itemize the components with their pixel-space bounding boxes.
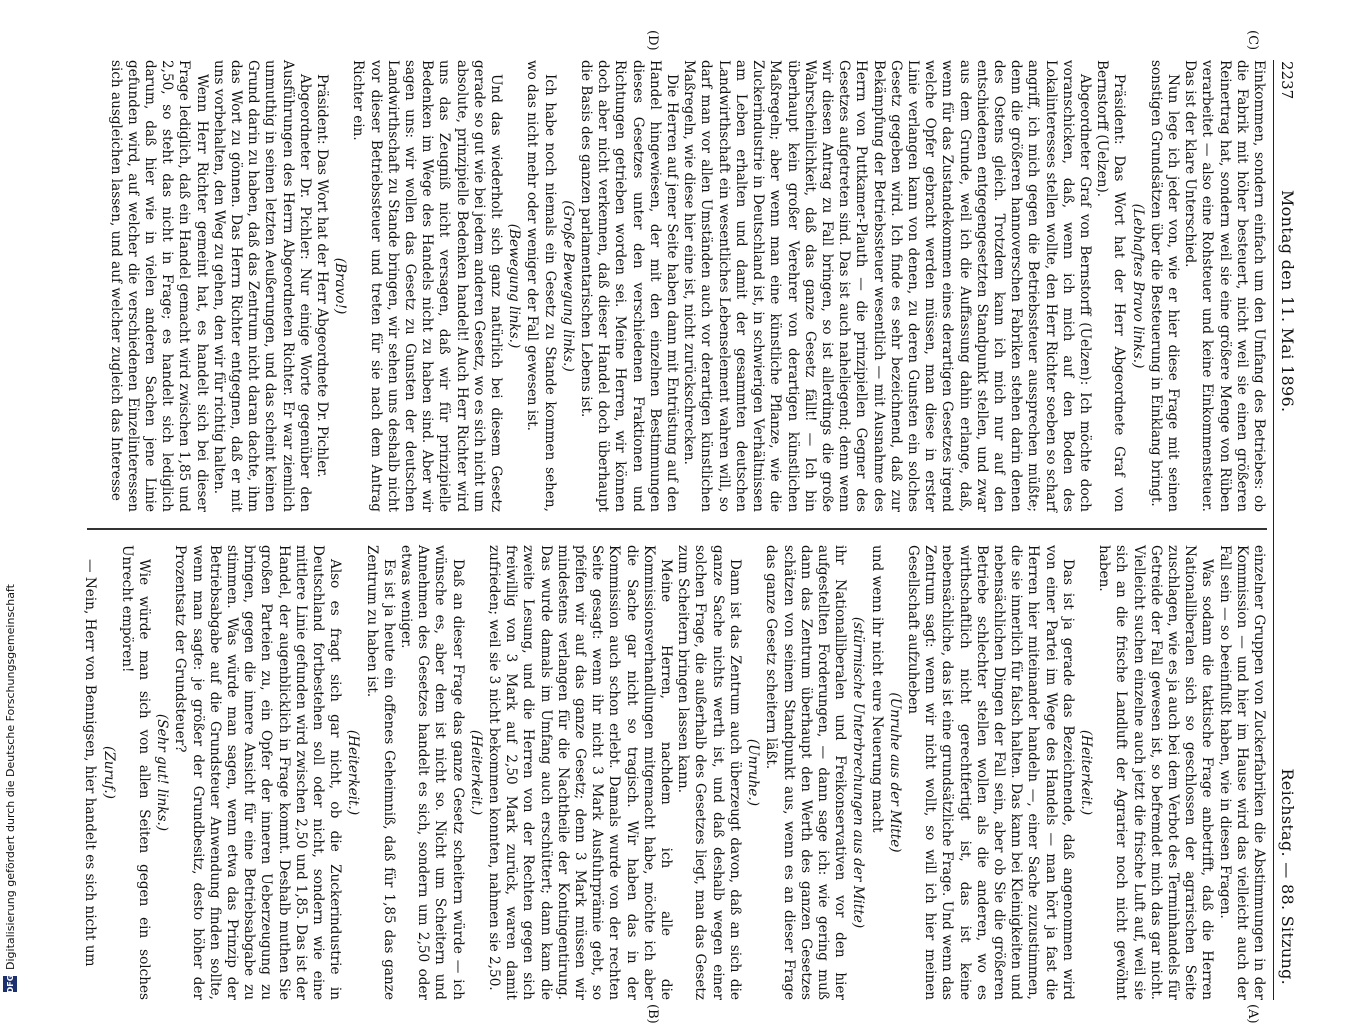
- interjection: (Unruhe aus der Mitte): [886, 692, 903, 853]
- paragraph: Es ist ja heute ein offenes Geheimniß, daß für 1,85 das ganze Zentrum zu haben ist.: [363, 545, 397, 1000]
- paragraph: einzelner Gruppen von Zuckerfabriken die Abstimmungen in der Kommission — und hier im Hause wird das vielleicht auch der Fall sein — so beeinflußt haben, wie in diesen Fragen.: [1216, 545, 1267, 1000]
- interjection: (Heiterkeit.): [345, 729, 362, 816]
- interjection: (Sehr gut! links.): [154, 713, 171, 832]
- dfg-logo: DFG: [3, 976, 17, 992]
- paragraph: Die Herren auf jener Seite haben dann mit Entrüstung auf den Handel hingewiesen, der mit den einzelnen Bestimmungen dieses Gesetzes unter den verschiedenen Fraktionen und Richtungen getrieben worden sei. Meine Herren, wir können doch aber nicht verkennen, daß dieser Handel doch überhaupt die Basis des ganzen parlamentarischen Lebens ist.: [578, 60, 681, 512]
- running-head-date: Montag den 11. Mai 1896.: [1278, 190, 1297, 413]
- paragraph: — Nein, Herr von Bennigsen, hier handelt es sich nicht um: [82, 559, 99, 967]
- paragraph: Wie würde man sich von allen Seiten gegen ein solches Unrecht empören!: [118, 545, 152, 1000]
- interjection: (Bravo!): [332, 257, 349, 315]
- paragraph: Wenn Herr Richter gemeint hat, es handelt sich bei dieser Frage lediglich, daß ein Handel gemacht wird zwischen 1,85 und 2,50, so steht das nicht in Frage; es handelt sich lediglich darum, daß hier wie in vielen anderen Sachen jene Linie gefunden wird, auf welcher die verschiedenen Einzelinteressen sich ausgleichen lassen, und auf welcher zugleich das Interesse: [107, 60, 210, 512]
- paragraph: Nun lege ich jeder von, wie er hier diese Frage mit seinen sonstigen Grundsätzen über die Besteuerung in Einklang bringt.: [1147, 60, 1181, 512]
- page-number: 2237: [1278, 61, 1296, 100]
- speaker-paragraph: Abgeordneter Graf von Bernstorff (Uelzen): Ich möchte doch voranschicken, daß, wenn ich mich auf den Boden des Lokalinteresses stellen wollte, den Herr Richter soeben so scharf angriff, ich mich gegen die Betriebssteuer aussprechen müßte; denn die größeren hannoverschen Fabriken stehen darin denen des Ostens gleich. Trotzdem kann ich mich nur auf den entschiedenen entgegengesetzten Standpunkt stellen, und zwar aus dem Grunde, weil ich die Auffassung dahin erlange, daß, wenn für das Zustandekommen eines derartigen Gesetzes irgend welche Opfer gebracht werden müssen, man diese in erster Linie verlangen kann von denen, zu deren Gunsten ein solches Gesetz gegeben wird. Ich finde es sehr bezeichnend, daß zur Bekämpfung der Betriebssteuer wesentlich — mit Ausnahme des Herrn von Puttkamer-Plauth — die prinzipiellen Gegner des Gesetzes aufgetreten sind. Das ist auch naheliegend; denn wenn wir diesen Antrag zu Fall bringen, so ist allerdings die große Wahrscheinlichkeit, daß das ganze Gesetz fällt! — Ich bin überhaupt kein großer Verehrer von derartigen künstlichen Maßregeln; aber wenn man eine künstliche Pflanze, wie die Zuckerindustrie in Deutschland ist, in schwierigen Verhältnissen am Leben erhalten und damit der gesammten deutschen Landwirthschaft ein wesentliches Lebenselement wahren will, so darf man vor allen Umständen auch vor derartigen künstlichen Maßregeln, wie diese hier eine ist, nicht zurückschrecken.: [681, 60, 1093, 512]
- paragraph: Meine Herren, nachdem ich alle die Kommissionsverhandlungen mitgemacht habe, möchte ich aber die Sache gar nicht so tragisch. Wir haben das in der Kommission auch schon erlebt. Damals wurde von der rechten Seite gesagt: wenn ihr nicht 3 Mark Ausfuhrprämie gebt, so pfeifen wir auf das ganze Gesetz; denn 3 Mark müssen wir mindestens verlangen für die Nachtheile der Kontingentirung. Das wurde damals im Umfang auch erschüttert; dann kam die zweite Lesung, und die Herren von der Rechten gegen sich freiwillig von 3 Mark auf 2,50 Mark zurück, waren damit zufrieden; weil sie 3 nicht bekommen konnten, nahmen sie 2,50.: [486, 545, 675, 1000]
- paragraph: Dann ist das Zentrum auch überzeugt davon, daß an sich die ganze Sache nichts werth ist, und daß deshalb wegen einer solchen Frage, die außerhalb des Gesetzes liegt, man das Gesetz zum Scheitern bringen lassen kann.: [675, 545, 743, 1000]
- paragraph: Und das wiederholt sich ganz natürlich bei diesem Gesetz gerade so gut wie bei jedem anderen Gesetz, wo es sich nicht um absolute, prinzipielle Bedenken handelt! Auch Herr Richter wird uns das Zeugniß nicht versagen, daß wir für prinzipielle Bedenken im Wege des Handels nicht zu haben sind. Aber wir sagen uns: wir wollen das Gesetz zu Gunsten der deutschen Landwirthschaft zu Stande bringen, wir sehen uns deshalb nicht vor dieser Betriebssteuer und treten für sie nach dem Antrag Richter ein.: [350, 60, 505, 512]
- margin-mark-b: (B): [645, 1004, 660, 1024]
- paragraph: Einkommen, sondern einfach um den Umfang des Betriebes: ob die Fabrik mit höher besteuert, nicht weil sie einen größeren Reinertrag hat, sondern weil sie eine größere Menge von Rüben verarbeitet — also eine Rohsteuer und keine Einkommensteuer. Das ist der klare Unterschied.: [1182, 60, 1267, 512]
- running-head: [1273, 60, 1300, 1000]
- interjection: (Bewegung links.): [506, 223, 523, 349]
- paragraph: Was sodann die taktische Frage anbetrifft, daß die Herren Nationalliberalen sich so geschlossen der agrarischen Seite zuschlagen, wie es ja auch bei dem Verbot des Terminhandels für Getreide der Fall gewesen ist, so befremdet mich das gar nicht. Vielleicht suchen einzelne auch jetzt die frische Luft auf, weil sie sich an die frische Landluft der Agrarier noch nicht gewöhnt haben.: [1096, 545, 1216, 1000]
- margin-mark-a: (A): [1245, 1004, 1260, 1024]
- interjection: (Unruhe.): [745, 738, 762, 807]
- interjection: (stürmische Unterbrechungen aus der Mitte): [850, 616, 867, 929]
- paragraph: und wenn ihr nicht eure Neuerung macht: [868, 545, 885, 833]
- interjection: (Heiterkeit.): [467, 729, 484, 816]
- column-divider: [87, 528, 1267, 530]
- left-column: [87, 60, 1267, 512]
- paragraph: ihr Nationalliberalen und Freikonservativen vor den hier aufgestellten Forderungen, — dann sage ich: wie gering muß dann das Zentrum überhaupt den Werth des ganzen Gesetzes schätzen von seinem Standpunkt aus, wenn es an dieser Frage das ganze Gesetz scheitern läßt.: [763, 545, 849, 1000]
- margin-mark-c: (C): [1245, 30, 1260, 51]
- interjection: (Heiterkeit.): [1077, 729, 1094, 816]
- margin-mark-d: (D): [645, 30, 660, 51]
- paragraph: Daß an dieser Frage das ganze Gesetz scheitern würde — ich wünsche es, aber dem ist nicht so. Nicht um Scheitern und Annehmen des Gesetzes handelt es sich, sondern um 2,50 oder etwas weniger.: [398, 545, 466, 1000]
- speaker-paragraph: Präsident: Das Wort hat der Herr Abgeordnete Dr. Pichler.: [314, 74, 331, 478]
- interjection: (Große Bewegung links.): [559, 200, 576, 372]
- right-column: [82, 545, 1267, 1000]
- running-head-session: Reichstag. — 88. Sitzung.: [1278, 768, 1297, 985]
- interjection: (Lebhaftes Bravo links.): [1129, 203, 1146, 369]
- paragraph: Das ist ja gerade das Bezeichnende, daß angenommen wird von einer Partei im Wege des Handels — man hört ja fast die Herren hier miteinander handeln —, einer Sache zuzustimmen, die sie innerlich für falsch halten. Das kann bei Kleinigkeiten und nebensächlichen Dingen der Fall sein, aber ob Sie die größeren Betriebe schlechter stellen wollen als die anderen, wo es wirthschaftlich nicht gerechtfertigt ist, das ist keine nebensächliche, das ist eine grundsätzliche Frage. Und wenn das Zentrum sagt: wenn wir nicht wollt, so will ich hier meinen Gesellschaft aufzuheben: [904, 545, 1076, 1000]
- speaker-paragraph: Abgeordneter Dr. Pichler: Nur einige Worte gegenüber den Ausführungen des Herrn Abgeordneten Richter. Er war ziemlich unmuthig in seinen letzten Aeußerungen, und das scheint keinen Grund darin zu haben, daß das Zentrum nicht daran dachte, ihm das Wort zu gönnen. Das Herrn Richter entgegnen, daß er mit uns vorbehalten, den Weg zu gehen, den wir für richtig halten.: [210, 60, 313, 512]
- speaker-paragraph: Präsident: Das Wort hat der Herr Abgeordnete Graf von Bernstorff (Uelzen).: [1094, 60, 1128, 512]
- paragraph: Also es fragt sich gar nicht, ob die Zuckerindustrie in Deutschland fortbestehen soll oder nicht, sondern wie eine mittlere Linie gefunden wird zwischen 2,50 und 1,85. Das ist der Handel, der augenblicklich in Frage kommt. Deshalb muthen Sie großen Parteien zu, ein Opfer der inneren Ueberzeugung zu bringen, gegen die innere Ansicht für eine Betriebsabgabe zu stimmen. Was würde man sagen, wenn etwa das Prinzip der Betriebsabgabe auf die Grundsteuer Anwendung finden sollte, wenn man sagte: je größer der Grundbesitz, desto höher der Prozentsatz der Grundsteuer?: [172, 545, 344, 1000]
- scanned-page: [80, 30, 1300, 1024]
- interjection: (Zuruf.): [100, 746, 117, 799]
- footer-strip: [0, 0, 20, 1000]
- paragraph: Ich habe noch niemals ein Gesetz zu Stande kommen sehen, wo das nicht mehr oder weniger der Fall gewesen ist.: [524, 60, 558, 512]
- footer-credit: Digitalisierung gefördert durch die Deutsche Forschungsgemeinschaft: [3, 584, 17, 970]
